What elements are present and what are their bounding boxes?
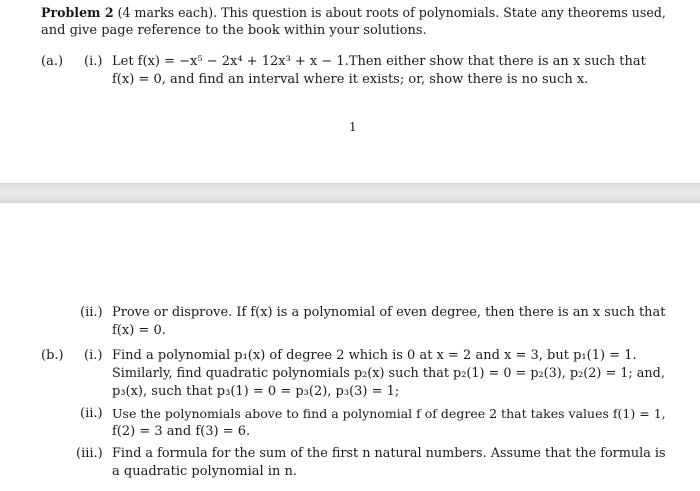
part-a-i-line-2: f(x) = 0, and find an interval where it exists; or, show there is no such x. — [112, 72, 589, 87]
document-page-2 — [0, 203, 700, 491]
page-separator — [0, 183, 700, 203]
part-b-iii-line-2: a quadratic polynomial in n. — [112, 464, 297, 479]
problem-title: Problem 2 — [41, 5, 114, 20]
part-a-i-line-1: Let f(x) = −x⁵ − 2x⁴ + 12x³ + x − 1.Then either show that there is an x such that — [112, 54, 646, 69]
part-b-ii-line-1: Use the polynomials above to find a polynomial f of degree 2 that takes values f(1) = 1, — [112, 406, 666, 421]
part-b-i-label: (i.) — [84, 348, 103, 363]
part-b-i-line-3: p₃(x), such that p₃(1) = 0 = p₃(2), p₃(3) = 1; — [112, 384, 400, 399]
problem-marks-text: (4 marks each). This question is about roots of polynomials. State any theorems used, — [113, 5, 666, 20]
part-a-i-label: (i.) — [84, 54, 103, 69]
part-a-label: (a.) — [41, 54, 64, 69]
problem-heading-line — [41, 5, 666, 21]
part-b-ii-line-2: f(2) = 3 and f(3) = 6. — [112, 424, 251, 439]
part-a-ii-line-2: f(x) = 0. — [112, 323, 166, 338]
page-number: 1 — [349, 120, 357, 134]
part-a-ii-label: (ii.) — [80, 305, 103, 320]
part-b-i-line-1: Find a polynomial p₁(x) of degree 2 which is 0 at x = 2 and x = 3, but p₁(1) = 1. — [112, 348, 637, 363]
part-a-ii-line-1: Prove or disprove. If f(x) is a polynomial of even degree, then there is an x such that — [112, 305, 666, 320]
part-b-iii-label: (iii.) — [76, 446, 103, 461]
part-b-iii-line-1: Find a formula for the sum of the first n natural numbers. Assume that the formula is — [112, 446, 666, 461]
part-b-label: (b.) — [41, 348, 64, 363]
part-b-i-line-2: Similarly, find quadratic polynomials p₂(x) such that p₂(1) = 0 = p₂(3), p₂(2) = 1; and, — [112, 366, 665, 381]
part-b-ii-label: (ii.) — [80, 406, 103, 421]
document-page-1 — [0, 0, 700, 183]
problem-line-2: and give page reference to the book within your solutions. — [41, 23, 427, 38]
